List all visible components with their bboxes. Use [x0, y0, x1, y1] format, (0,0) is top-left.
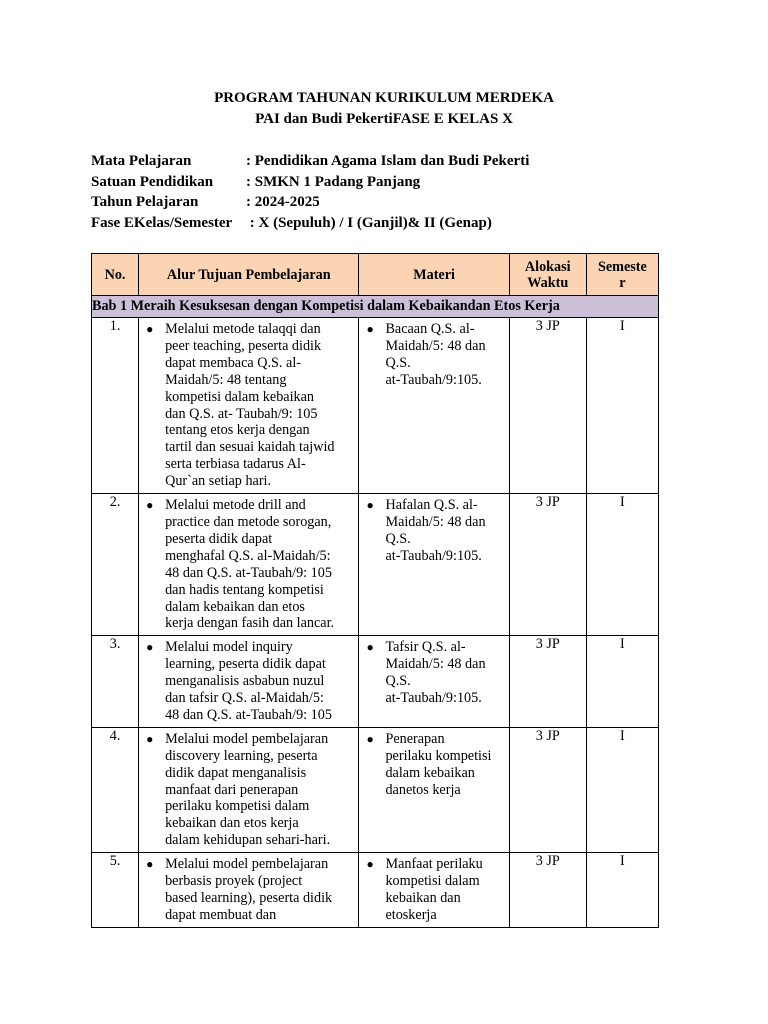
alur-text: Melalui model pembelajaran berbasis proyek (project based learning), peserta didik dapat membuat dan — [165, 856, 333, 923]
header-alokasi-waktu: Alokasi Waktu — [509, 254, 586, 296]
program-table — [91, 253, 659, 928]
alur-cell — [139, 853, 359, 928]
materi-text: Penerapan perilaku kompetisi dalam kebaikan danetos kerja — [385, 730, 492, 798]
materi-cell — [359, 318, 509, 494]
alur-text: Melalui metode talaqqi dan peer teaching, peserta didik dapat membaca Q.S. al- Maidah/5: 48 tentang kompetisi dalam kebaikan dan Q.S. at- Taubah/9: 105 tentang etos kerja dengan tartil dan sesuai kaidah tajwid serta terbiasa tadarus Al- Qur`an setiap hari. — [165, 321, 335, 490]
materi-cell — [359, 727, 509, 852]
bullet-icon: ● — [366, 322, 374, 336]
alokasi-cell: 3 JP — [509, 853, 586, 928]
alokasi-cell: 3 JP — [509, 636, 586, 728]
info-row-mata-pelajaran — [91, 151, 529, 172]
row-number: 5. — [92, 853, 139, 928]
table-row — [92, 494, 659, 636]
document-title: PROGRAM TAHUNAN KURIKULUM MERDEKA — [214, 90, 554, 106]
row-number: 2. — [92, 494, 139, 636]
semester-cell: I — [586, 494, 658, 636]
bullet-icon: ● — [146, 498, 154, 513]
table-row — [92, 727, 659, 852]
document-subtitle: PAI dan Budi PekertiFASE E KELAS X — [255, 111, 513, 127]
info-label: Satuan Pendidikan — [91, 173, 214, 190]
info-block — [91, 151, 529, 233]
header-no: No. — [92, 254, 139, 296]
bullet-icon: ● — [146, 322, 154, 336]
bullet-icon: ● — [366, 857, 374, 872]
chapter-title: Bab 1 Meraih Kesuksesan dengan Kompetisi dalam Kebaikandan Etos Kerja — [92, 296, 659, 318]
materi-text: Hafalan Q.S. al- Maidah/5: 48 dan Q.S. at-Taubah/9:105. — [385, 497, 486, 564]
alur-text: Melalui model inquiry learning, peserta didik dapat menganalisis asbabun nuzul dan tafsir Q.S. al-Maidah/5: 48 dan Q.S. at-Taubah/9: 105 — [165, 639, 332, 723]
materi-cell — [359, 494, 509, 636]
materi-text: Manfaat perilaku kompetisi dalam kebaikan dan etoskerja — [385, 856, 483, 923]
header-materi: Materi — [359, 254, 509, 296]
alur-cell — [139, 494, 359, 636]
alokasi-cell: 3 JP — [509, 494, 586, 636]
semester-cell: I — [586, 636, 658, 728]
materi-text: Bacaan Q.S. al- Maidah/5: 48 dan Q.S. at-Taubah/9:105. — [385, 321, 486, 388]
row-number: 3. — [92, 636, 139, 728]
alur-text: Melalui metode drill and practice dan metode sorogan, peserta didik dapat menghafal Q.S. al-Maidah/5: 48 dan Q.S. at-Taubah/9: 105 dan hadis tentang kompetisi dalam kebaikan dan etos kerja dengan fasih dan lancar. — [165, 497, 335, 632]
semester-cell: I — [586, 853, 658, 928]
materi-text: Tafsir Q.S. al- Maidah/5: 48 dan Q.S. at-Taubah/9:105. — [385, 639, 486, 707]
alokasi-cell: 3 JP — [509, 727, 586, 852]
alokasi-cell: 3 JP — [509, 318, 586, 494]
row-number: 4. — [92, 727, 139, 852]
materi-cell — [359, 636, 509, 728]
info-value: : Pendidikan Agama Islam dan Budi Pekerti — [246, 153, 530, 169]
info-value: : X (Sepuluh) / I (Ganjil)& II (Genap) — [246, 214, 492, 231]
header-semester: Semeste r — [586, 254, 658, 296]
row-number: 1. — [92, 318, 139, 494]
bullet-icon: ● — [366, 731, 374, 746]
header-alur-tujuan: Alur Tujuan Pembelajaran — [139, 254, 359, 296]
info-label: Fase EKelas/Semester — [91, 214, 233, 231]
info-row-tahun-pelajaran — [91, 192, 529, 213]
table-row — [92, 318, 659, 494]
bullet-icon: ● — [146, 857, 154, 872]
bullet-icon: ● — [366, 498, 374, 513]
alur-cell — [139, 636, 359, 728]
chapter-row — [92, 296, 659, 318]
info-value: : 2024-2025 — [246, 194, 320, 210]
bullet-icon: ● — [366, 640, 374, 655]
table-header-row — [92, 254, 659, 296]
info-label: Mata Pelajaran — [91, 153, 192, 169]
semester-cell: I — [586, 727, 658, 852]
alur-text: Melalui model pembelajaran discovery learning, peserta didik dapat menganalisis manfaat dari penerapan perilaku kompetisi dalam kebaikan dan etos kerja dalam kehidupan sehari-hari. — [165, 730, 331, 849]
alur-cell — [139, 318, 359, 494]
table-row — [92, 853, 659, 928]
info-row-satuan-pendidikan — [91, 172, 529, 193]
semester-cell: I — [586, 318, 658, 494]
bullet-icon: ● — [146, 640, 154, 655]
table-row — [92, 636, 659, 728]
info-value: : SMKN 1 Padang Panjang — [246, 173, 421, 190]
alur-cell — [139, 727, 359, 852]
info-row-fase-kelas-semester — [91, 213, 529, 234]
materi-cell — [359, 853, 509, 928]
info-label: Tahun Pelajaran — [91, 194, 199, 210]
bullet-icon: ● — [146, 731, 154, 746]
